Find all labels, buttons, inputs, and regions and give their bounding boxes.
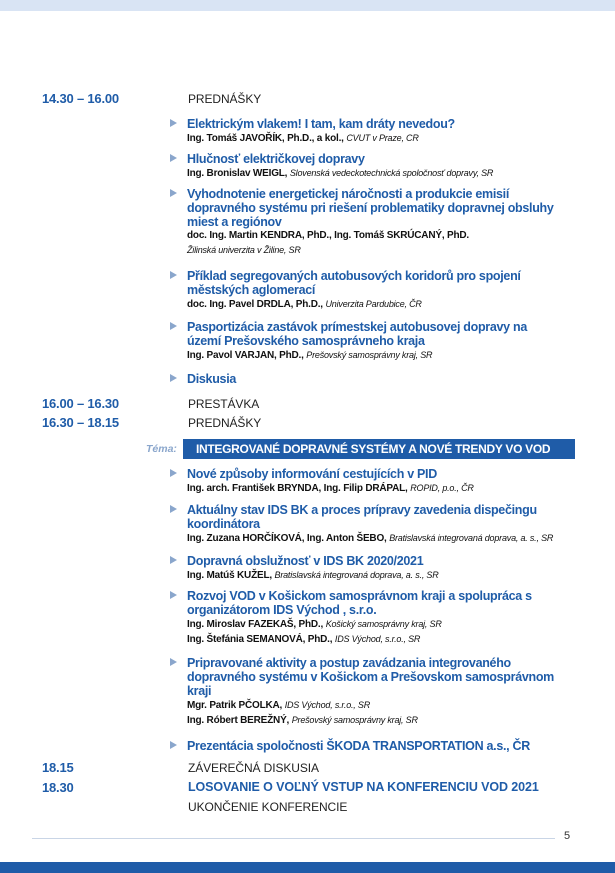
lecture-item <box>170 152 575 181</box>
lecture-title: Dopravná obslužnosť v IDS BK 2020/2021 <box>187 554 424 568</box>
bullet-arrow-icon <box>170 741 177 749</box>
lecture-authors: Ing. Róbert BEREŽNÝ, Prešovský samosprávny kraj, SR <box>187 715 418 726</box>
lecture-authors: Ing. Bronislav WEIGL, Slovenská vedeckotechnická spoločnosť dopravy, SR <box>187 168 494 179</box>
bullet-arrow-icon <box>170 189 177 197</box>
bullet-arrow-icon <box>170 374 177 382</box>
lecture-authors: Ing. Pavol VARJAN, PhD., Prešovský samosprávny kraj, SR <box>187 350 433 361</box>
time-slot-4: 18.15 <box>42 760 74 775</box>
session-label-5: LOSOVANIE O VOĽNÝ VSTUP NA KONFERENCIU VOD 2021 <box>188 780 539 794</box>
bullet-arrow-icon <box>170 119 177 127</box>
time-slot-5: 18.30 <box>42 780 74 795</box>
lecture-item <box>170 589 575 647</box>
lecture-item <box>170 187 575 258</box>
session-label-6: UKONČENIE KONFERENCIE <box>188 800 348 814</box>
bullet-arrow-icon <box>170 591 177 599</box>
page-number: 5 <box>564 830 571 842</box>
lecture-authors: Ing. arch. František BRYNDA, Ing. Filip DRÁPAL, ROPID, p.o., ČR <box>187 483 474 494</box>
lecture-title: Rozvoj VOD v Košickom samosprávnom kraji a spolupráca s organizátorom IDS Východ , s.r.o. <box>187 589 532 617</box>
lecture-authors: Ing. Zuzana HORČÍKOVÁ, Ing. Anton ŠEBO, Bratislavská integrovaná doprava, a. s., SR <box>187 533 554 544</box>
lecture-authors: doc. Ing. Pavel DRDLA, Ph.D., Univerzita Pardubice, ČR <box>187 299 422 310</box>
lecture-title: Diskusia <box>187 372 237 386</box>
lecture-item <box>170 739 575 753</box>
lecture-title: Příklad segregovaných autobusových koridorů pro spojení městských aglomerací <box>187 269 521 297</box>
session-label-3: PREDNÁŠKY <box>188 416 262 430</box>
bottom-color-bar <box>0 862 615 873</box>
topic-prefix: Téma: <box>146 443 177 455</box>
bullet-arrow-icon <box>170 322 177 330</box>
top-color-bar <box>0 0 615 11</box>
bullet-arrow-icon <box>170 469 177 477</box>
lecture-title: Elektrickým vlakem! I tam, kam dráty nevedou? <box>187 117 455 131</box>
lecture-title: Nové způsoby informování cestujících v PID <box>187 467 437 481</box>
lecture-item <box>170 554 575 583</box>
session-label-1: PREDNÁŠKY <box>188 92 262 106</box>
time-slot-1: 14.30 – 16.00 <box>42 91 119 106</box>
bullet-arrow-icon <box>170 556 177 564</box>
lecture-authors: Ing. Tomáš JAVOŘÍK, Ph.D., a kol., CVUT v Praze, CR <box>187 133 419 144</box>
lecture-title: Vyhodnotenie energetickej náročnosti a produkcie emisií dopravného systému pri riešení problematiky dopravnej obsluhy miest a regiónov <box>187 187 554 229</box>
bullet-arrow-icon <box>170 154 177 162</box>
time-slot-2: 16.00 – 16.30 <box>42 396 119 411</box>
lecture-title: Aktuálny stav IDS BK a proces prípravy zavedenia dispečingu koordinátora <box>187 503 537 531</box>
lecture-title: Prezentácia spoločnosti ŠKODA TRANSPORTATION a.s., ČR <box>187 739 530 753</box>
session-label-2: PRESTÁVKA <box>188 397 260 411</box>
lecture-authors: Ing. Miroslav FAZEKAŠ, PhD., Košický samosprávny kraj, SR <box>187 619 442 630</box>
lecture-authors: Ing. Štefánia SEMANOVÁ, PhD., IDS Východ, s.r.o., SR <box>187 634 421 645</box>
lecture-item <box>170 372 575 386</box>
lecture-item <box>170 320 575 363</box>
bullet-arrow-icon <box>170 271 177 279</box>
lecture-item <box>170 467 575 496</box>
lecture-item <box>170 117 575 146</box>
lecture-authors: doc. Ing. Martin KENDRA, PhD., Ing. Tomáš SKRÚCANÝ, PhD. <box>187 230 469 241</box>
lecture-title: Pripravované aktivity a postup zavádzania integrovaného dopravného systému v Košickom a Prešovskom samosprávnom kraji <box>187 656 554 698</box>
lecture-item <box>170 656 575 728</box>
lecture-affiliation: Žilinská univerzita v Žiline, SR <box>187 245 301 255</box>
time-slot-3: 16.30 – 18.15 <box>42 415 119 430</box>
lecture-item <box>170 503 575 546</box>
lecture-authors: Ing. Matúš KUŽEL, Bratislavská integrovaná doprava, a. s., SR <box>187 570 439 581</box>
lecture-authors: Mgr. Patrik PČOLKA, IDS Východ, s.r.o., SR <box>187 700 370 711</box>
lecture-title: Pasportizácia zastávok prímestskej autobusovej dopravy na území Prešovského samosprávneho kraja <box>187 320 527 348</box>
session-label-4: ZÁVEREČNÁ DISKUSIA <box>188 761 319 775</box>
lecture-title: Hlučnosť električkovej dopravy <box>187 152 365 166</box>
bullet-arrow-icon <box>170 505 177 513</box>
bullet-arrow-icon <box>170 658 177 666</box>
topic-title: INTEGROVANÉ DOPRAVNÉ SYSTÉMY A NOVÉ TRENDY VO VOD <box>196 442 551 456</box>
lecture-item <box>170 269 575 312</box>
footer-rule <box>32 838 555 839</box>
